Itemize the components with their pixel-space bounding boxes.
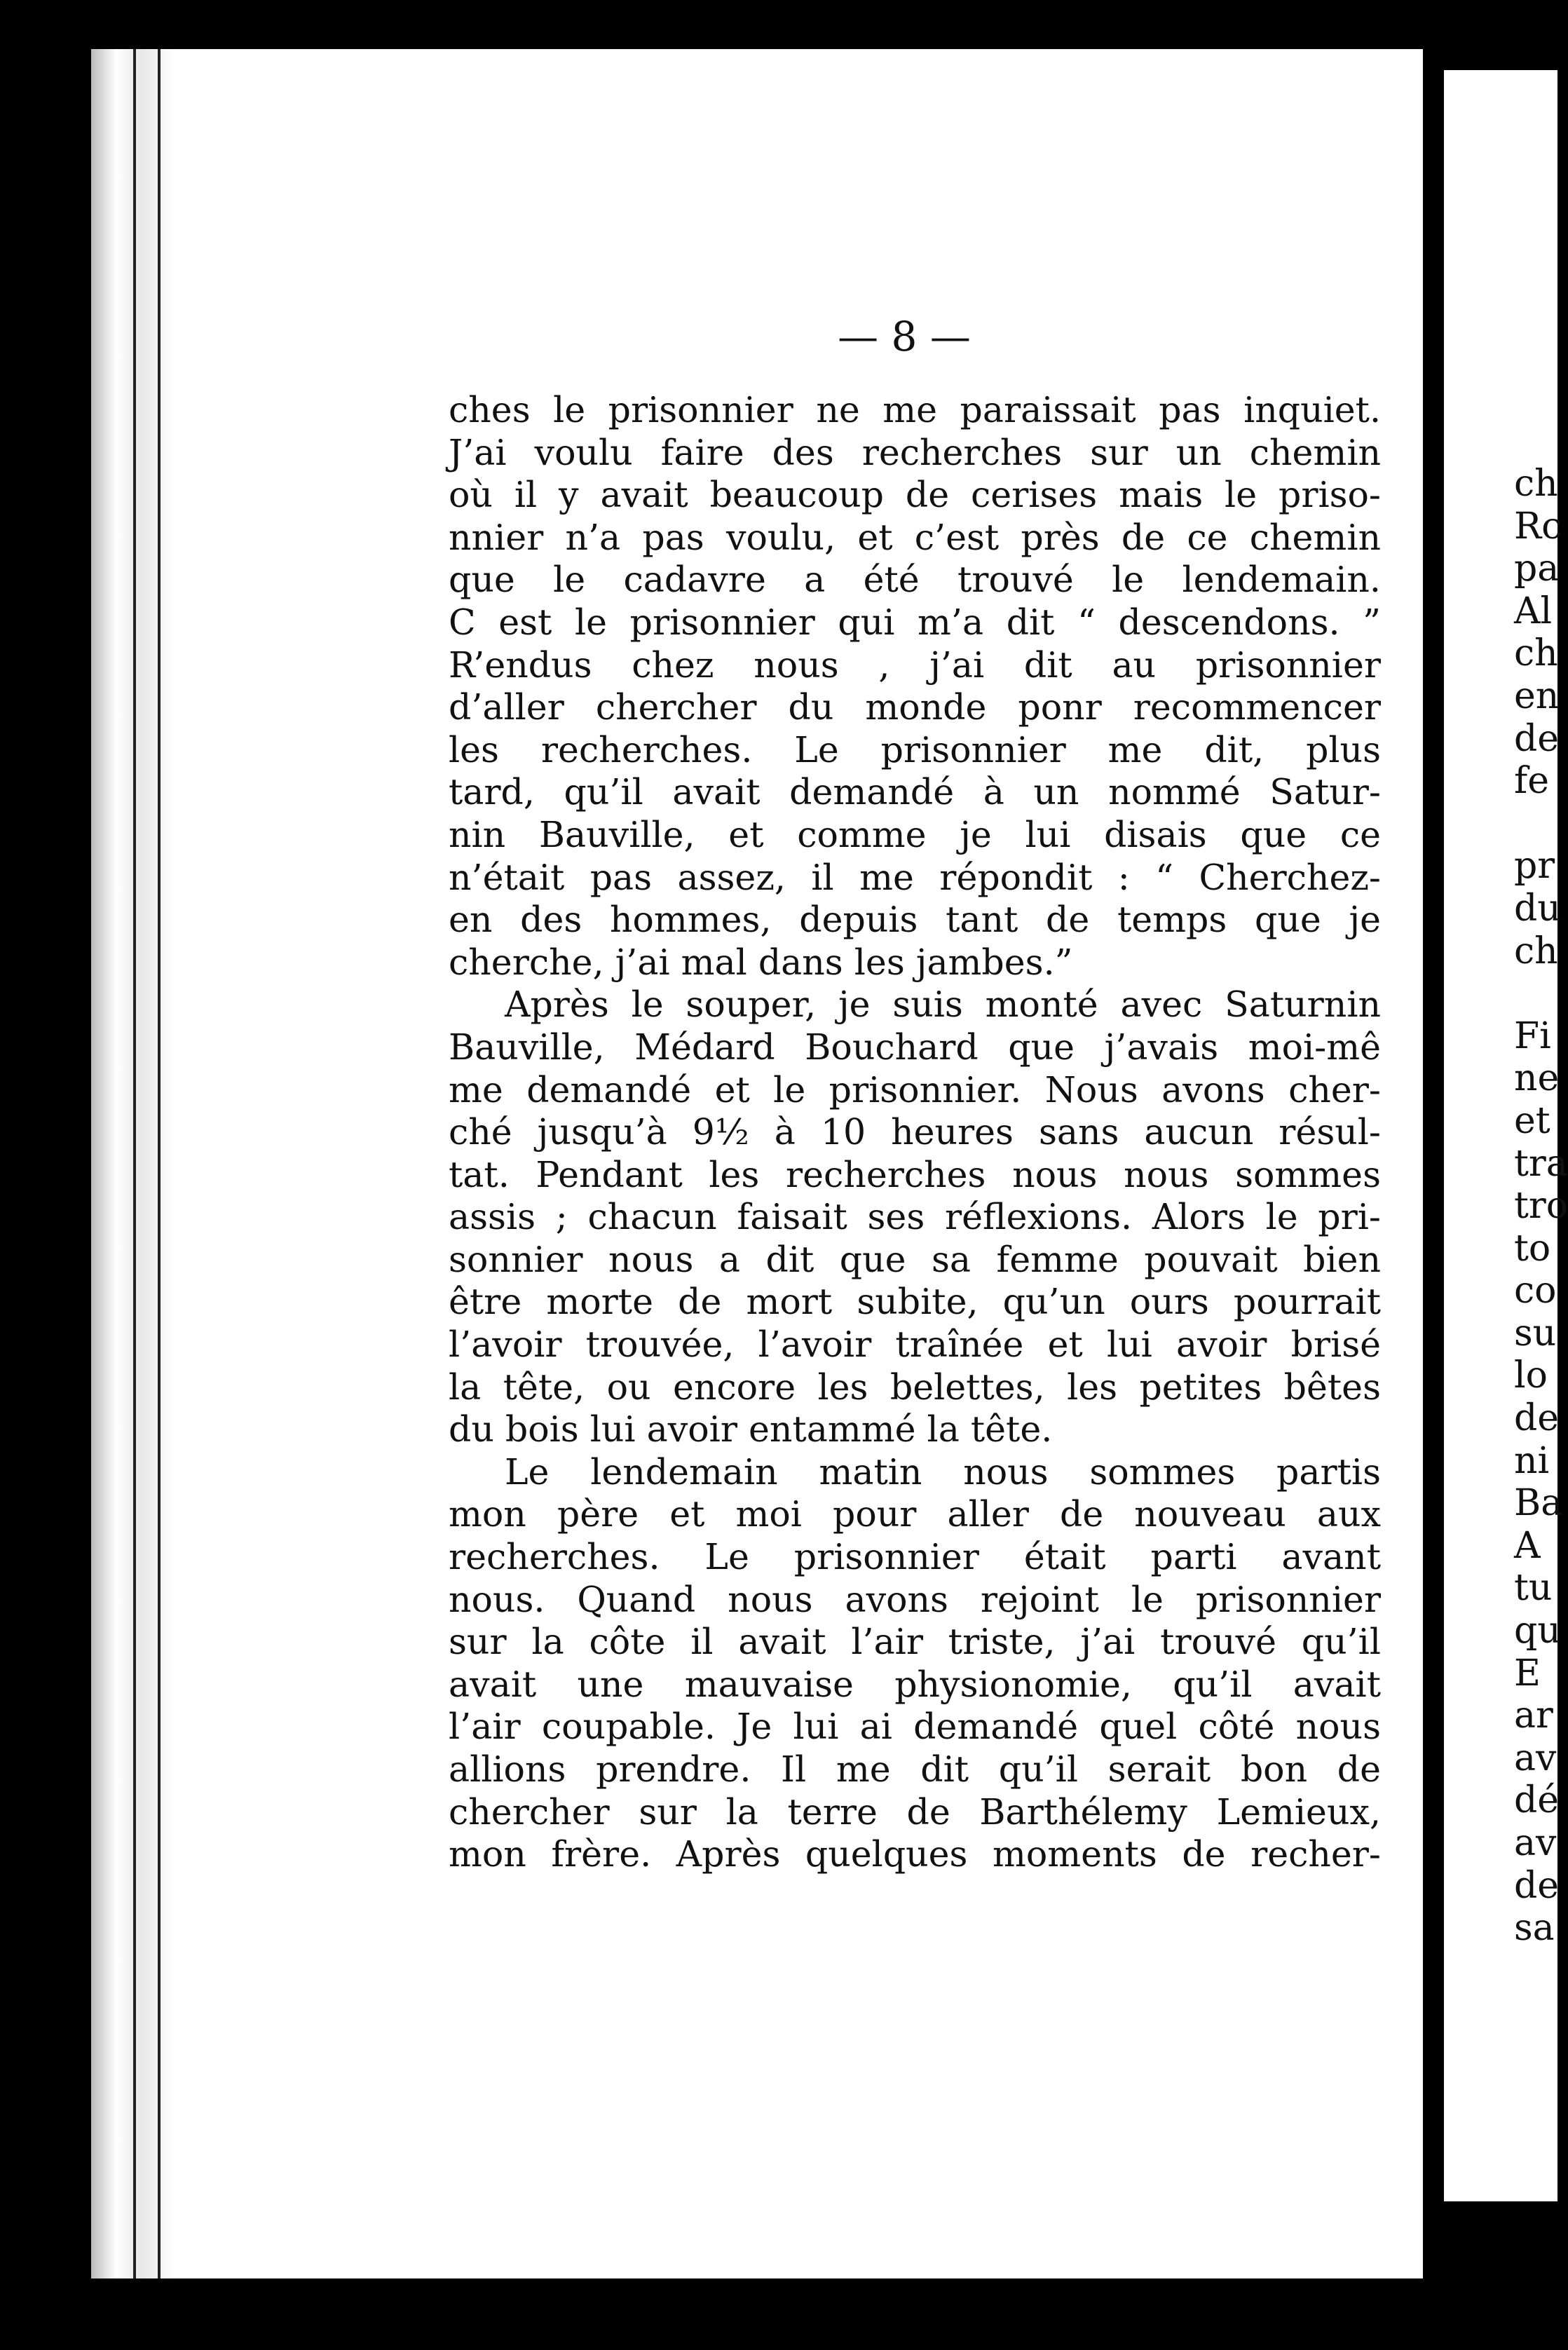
text-line: R’endus chez nous , j’ai dit au prisonnier (449, 644, 1381, 686)
text-line: Bauville, Médard Bouchard que j’avais moi-mê (449, 1026, 1381, 1068)
text-line: la tête, ou encore les belettes, les petites bêtes (449, 1366, 1381, 1408)
text-line: être morte de mort subite, qu’un ours pourrait (449, 1281, 1381, 1323)
fragment-gap (1514, 972, 1557, 1015)
text-line: mon frère. Après quelques moments de recher- (449, 1833, 1381, 1875)
page-edge-line (158, 49, 161, 2278)
fragment-line: ch (1514, 632, 1558, 675)
fragment-line: ar (1514, 1694, 1553, 1737)
fragment-line: ch (1514, 930, 1558, 972)
fragment-line: to (1514, 1227, 1551, 1270)
text-line: recherches. Le prisonnier était parti avant (449, 1536, 1381, 1578)
text-line: d’aller chercher du monde ponr recommencer (449, 686, 1381, 728)
fragment-line: tro (1514, 1185, 1568, 1228)
fragment-line: du (1514, 887, 1561, 930)
text-line: cherche, j’ai mal dans les jambes.” (449, 941, 1073, 983)
text-line: J’ai voulu faire des recherches sur un chemin (449, 431, 1381, 473)
fragment-line: Al (1514, 590, 1553, 632)
fragment-line: av (1514, 1822, 1557, 1864)
fragment-line: tu (1514, 1567, 1553, 1610)
text-line: que le cadavre a été trouvé le lendemain. (449, 559, 1381, 601)
fragment-line: de (1514, 1397, 1560, 1440)
fragment-line: pr (1514, 845, 1555, 888)
text-line: où il y avait beaucoup de cerises mais le priso- (449, 474, 1381, 516)
text-line: du bois lui avoir entammé la tête. (449, 1408, 1053, 1451)
text-line: en des hommes, depuis tant de temps que je (449, 899, 1381, 941)
fragment-line: av (1514, 1737, 1557, 1779)
fragment-gap (1514, 803, 1557, 845)
fragment-line: Ba (1514, 1482, 1563, 1525)
fragment-line: en (1514, 674, 1560, 717)
text-line: assis ; chacun faisait ses réflexions. Alors le pri- (449, 1196, 1381, 1238)
facing-page-text-fragments (1514, 463, 1568, 1950)
text-line: chercher sur la terre de Barthélemy Lemieux, (449, 1791, 1381, 1833)
fragment-line: et (1514, 1099, 1550, 1142)
text-line: mon père et moi pour aller de nouveau aux (449, 1493, 1381, 1535)
fragment-line: Rc (1514, 505, 1562, 548)
fragment-line: de (1514, 1864, 1560, 1907)
fragment-line: ch (1514, 463, 1558, 505)
page-edge-line (133, 49, 136, 2278)
text-line: ché jusqu’à 9½ à 10 heures sans aucun résul- (449, 1111, 1381, 1153)
text-line: avait une mauvaise physionomie, qu’il avait (449, 1663, 1381, 1705)
page-number: — 8 — (838, 313, 971, 360)
fragment-line: pa (1514, 548, 1560, 590)
fragment-line: A (1514, 1524, 1541, 1567)
fragment-line: su (1514, 1312, 1557, 1354)
fragment-line: Fi (1514, 1014, 1551, 1057)
fragment-line: tra (1514, 1142, 1568, 1185)
text-line: tard, qu’il avait demandé à un nommé Satur- (449, 771, 1381, 813)
fragment-line: E (1514, 1652, 1541, 1694)
text-line: tat. Pendant les recherches nous nous sommes (449, 1153, 1381, 1195)
binding-shadow (0, 0, 91, 2350)
text-line: allions prendre. Il me dit qu’il serait bon de (449, 1748, 1381, 1790)
text-line: C est le prisonnier qui m’a dit “ descendons. ” (449, 601, 1381, 643)
fragment-line: sa (1514, 1907, 1555, 1950)
fragment-line: co (1514, 1270, 1557, 1312)
page-body-text (449, 389, 1381, 1995)
text-line: l’avoir trouvée, l’avoir traînée et lui avoir brisé (449, 1324, 1381, 1366)
text-line: nous. Quand nous avons rejoint le prisonnier (449, 1578, 1381, 1620)
paragraph-first-line: Après le souper, je suis monté avec Saturnin (505, 984, 1381, 1026)
fragment-line: qu (1514, 1610, 1561, 1652)
fragment-line: de (1514, 717, 1560, 760)
text-line: l’air coupable. Je lui ai demandé quel côté nous (449, 1706, 1381, 1748)
text-line: nin Bauville, et comme je lui disais que ce (449, 813, 1381, 855)
fragment-line: fe (1514, 760, 1550, 803)
text-line: sur la côte il avait l’air triste, j’ai trouvé qu’il (449, 1621, 1381, 1663)
text-line: me demandé et le prisonnier. Nous avons cher- (449, 1068, 1381, 1111)
text-line: sonnier nous a dit que sa femme pouvait bien (449, 1238, 1381, 1280)
fragment-line: ne (1514, 1057, 1560, 1100)
fragment-line: lo (1514, 1354, 1548, 1397)
text-line: ches le prisonnier ne me paraissait pas inquiet. (449, 389, 1381, 430)
text-line: n’était pas assez, il me répondit : “ Cherchez- (449, 856, 1381, 898)
text-line: nnier n’a pas voulu, et c’est près de ce chemin (449, 516, 1381, 558)
paragraph-first-line: Le lendemain matin nous sommes partis (505, 1451, 1381, 1493)
fragment-line: dé (1514, 1779, 1560, 1822)
text-line: les recherches. Le prisonnier me dit, plus (449, 728, 1381, 770)
fragment-line: ni (1514, 1439, 1550, 1482)
